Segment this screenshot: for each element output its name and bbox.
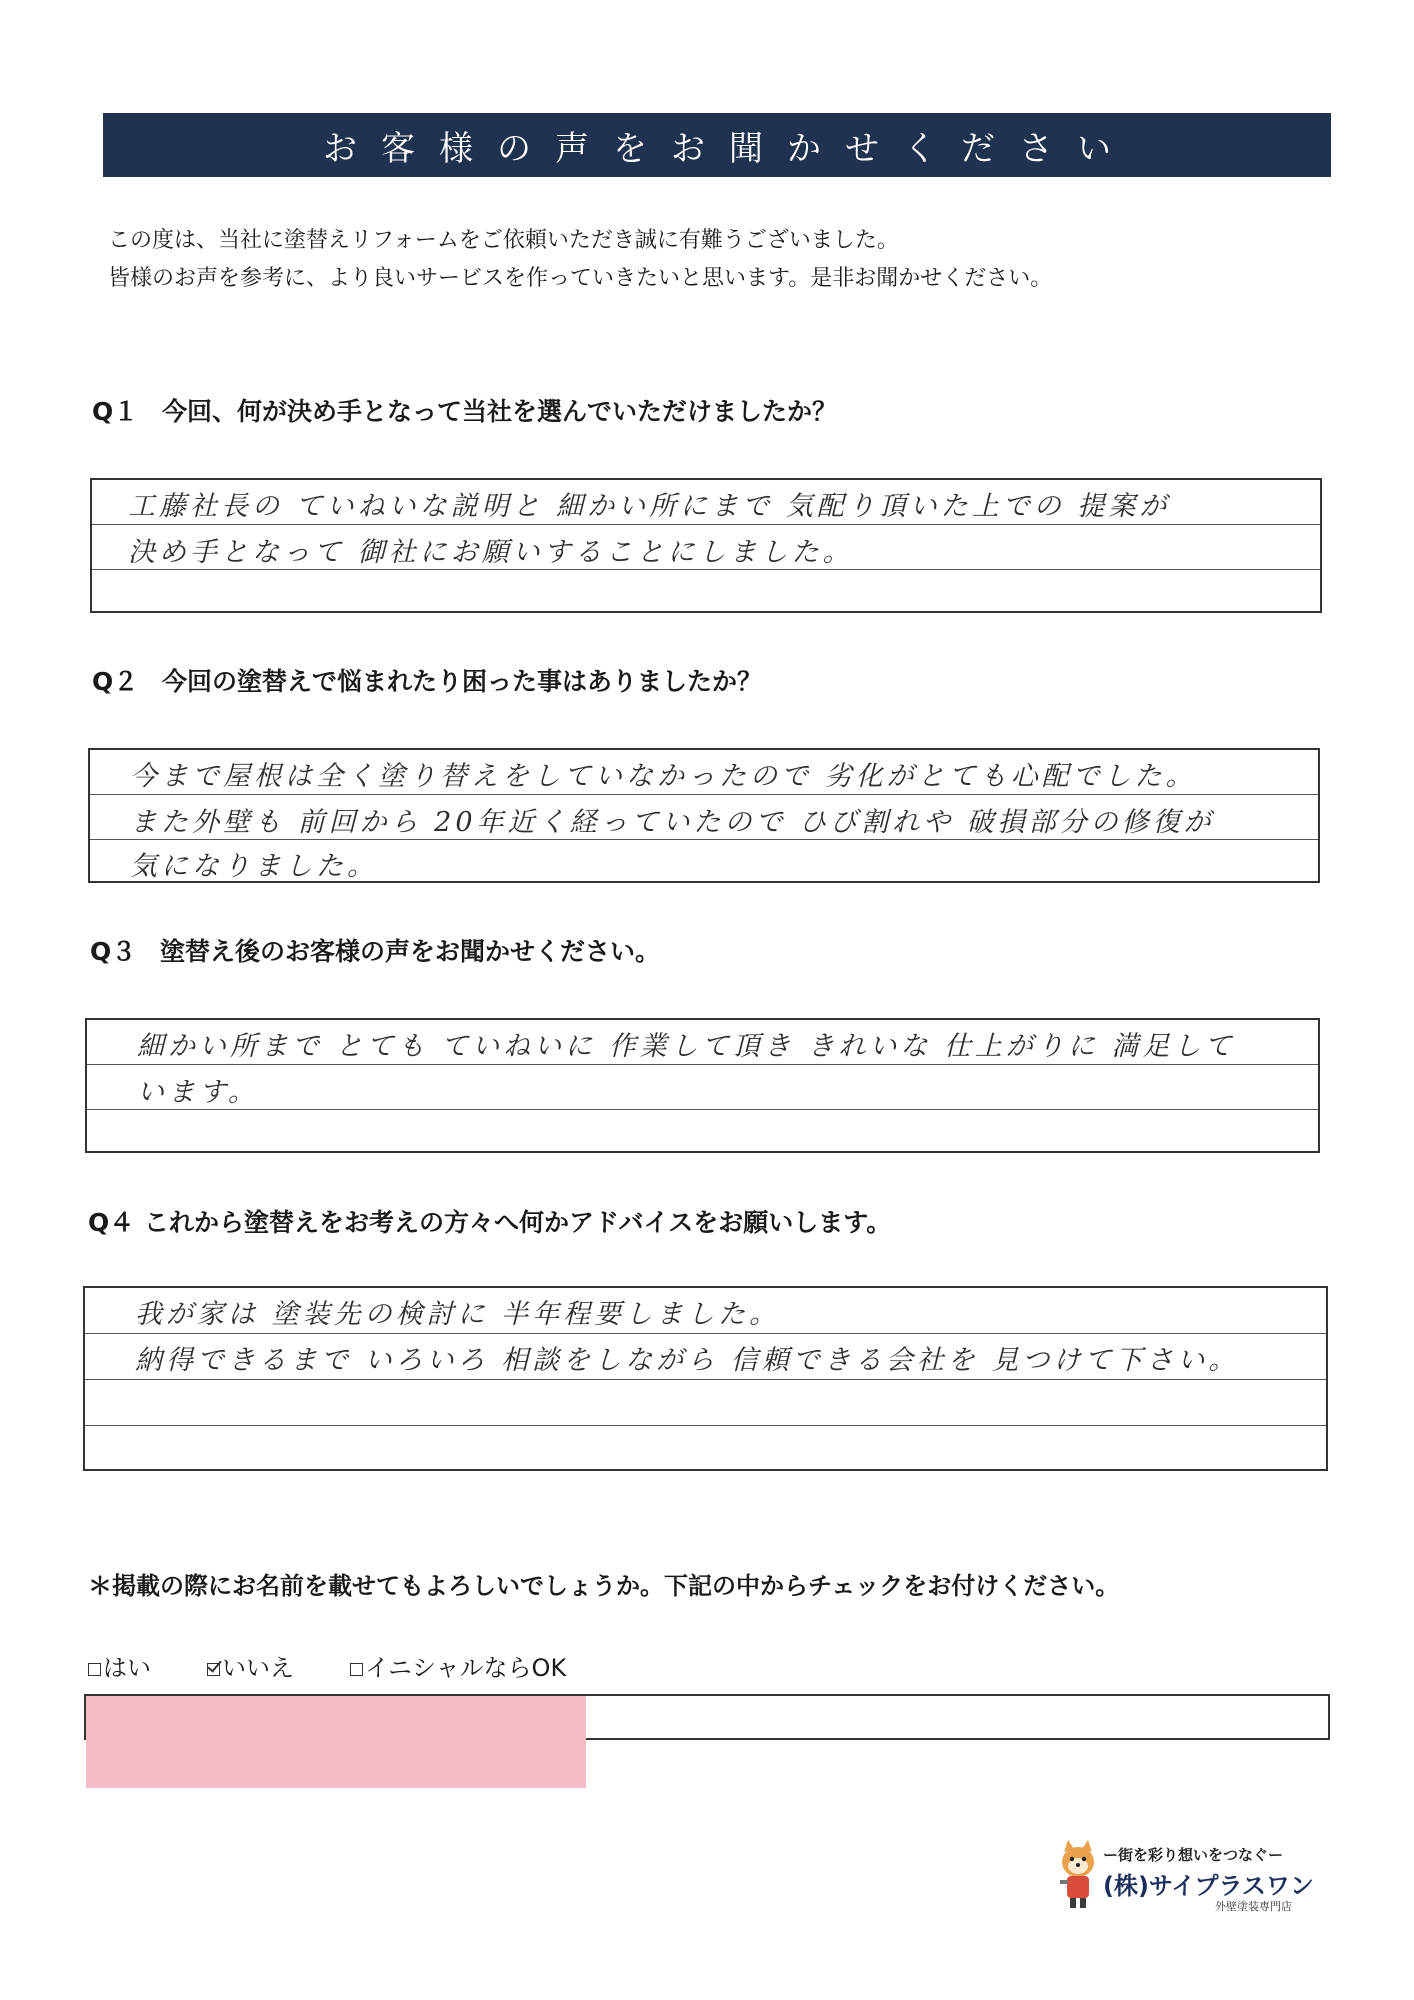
answer-box-3 (85, 1018, 1320, 1153)
answer-text: 我が家は 塗装先の検討に 半年程要しました。 (135, 1299, 781, 1330)
intro-line-2: 皆様のお声を参考に、より良いサービスを作っていきたいと思います。是非お聞かせください。 (108, 266, 1053, 291)
answer-text: また外壁も 前回から 20年近く経っていたので ひび割れや 破損部分の修復が (130, 807, 1215, 838)
answer-line (92, 569, 1320, 570)
question-3 (90, 932, 660, 968)
answer-box-1 (90, 478, 1322, 613)
intro-text (108, 222, 1052, 298)
answer-line (90, 794, 1318, 795)
logo-tagline: ー街を彩り想いをつなぐー (1103, 1846, 1284, 1864)
answer-text: 今まで屋根は全く塗り替えをしていなかったので 劣化がとても心配でした。 (130, 761, 1197, 792)
option-label: いいえ (222, 1654, 294, 1682)
question-1 (92, 392, 837, 428)
question-2 (92, 662, 762, 698)
question-text: 塗替え後のお客様の声をお聞かせください。 (160, 937, 661, 966)
option-initials[interactable] (350, 1648, 566, 1683)
answer-box-2 (88, 748, 1320, 883)
answer-text: 細かい所まで とても ていねいに 作業して頂き きれいな 仕上がりに 満足して (137, 1031, 1236, 1062)
option-label: イニシャルならOK (365, 1654, 567, 1682)
intro-line-1: この度は、当社に塗替えリフォームをご依頼いただき誠に有難うございました。 (108, 228, 899, 253)
logo-subtitle: 外壁塗装専門店 (1215, 1900, 1292, 1913)
publish-note: ＊掲載の際にお名前を載せてもよろしいでしょうか。下記の中からチェックをお付けください。 (88, 1572, 1120, 1600)
title-banner (103, 113, 1331, 177)
answer-text: います。 (137, 1077, 259, 1108)
option-no[interactable] (207, 1648, 294, 1683)
answer-box-4 (83, 1286, 1328, 1471)
answer-line (92, 524, 1320, 525)
answer-line (85, 1379, 1326, 1380)
question-number: Q４ (88, 1208, 135, 1237)
option-yes[interactable] (88, 1648, 151, 1683)
company-logo (1055, 1840, 1315, 1920)
question-number: Q２ (92, 667, 139, 696)
publish-options (88, 1648, 566, 1683)
question-text: これから塗替えをお考えの方々へ何かアドバイスをお願いします。 (144, 1208, 892, 1237)
answer-line (87, 1109, 1318, 1110)
answer-text: 決め手となって 御社にお願いすることにしました。 (128, 537, 854, 568)
answer-line (87, 1064, 1318, 1065)
checked-checkbox-icon[interactable] (207, 1663, 220, 1676)
question-text: 今回、何が決め手となって当社を選んでいただけましたか？ (162, 397, 838, 426)
answer-text: 工藤社長の ていねいな説明と 細かい所にまで 気配り頂いた上での 提案が (128, 491, 1171, 522)
question-text: 今回の塗替えで悩まれたり困った事はありましたか？ (162, 667, 763, 696)
question-number: Q１ (92, 397, 139, 426)
answer-line (85, 1425, 1326, 1426)
answer-line (90, 839, 1318, 840)
answer-line (85, 1333, 1326, 1334)
logo-brand-name: (株)サイプラスワン (1103, 1872, 1314, 1900)
question-number: Q３ (90, 937, 137, 966)
answer-text: 納得できるまで いろいろ 相談をしながら 信頼できる会社を 見つけて下さい。 (135, 1345, 1240, 1376)
page-title: お客様の声をお聞かせください (323, 128, 1135, 169)
option-label: はい (103, 1654, 151, 1682)
question-4 (88, 1203, 891, 1239)
answer-text: 気になりました。 (130, 851, 378, 882)
checkbox-icon[interactable] (350, 1663, 363, 1676)
redacted-name (86, 1696, 586, 1788)
mascot-icon (1055, 1840, 1101, 1912)
checkbox-icon[interactable] (88, 1663, 101, 1676)
